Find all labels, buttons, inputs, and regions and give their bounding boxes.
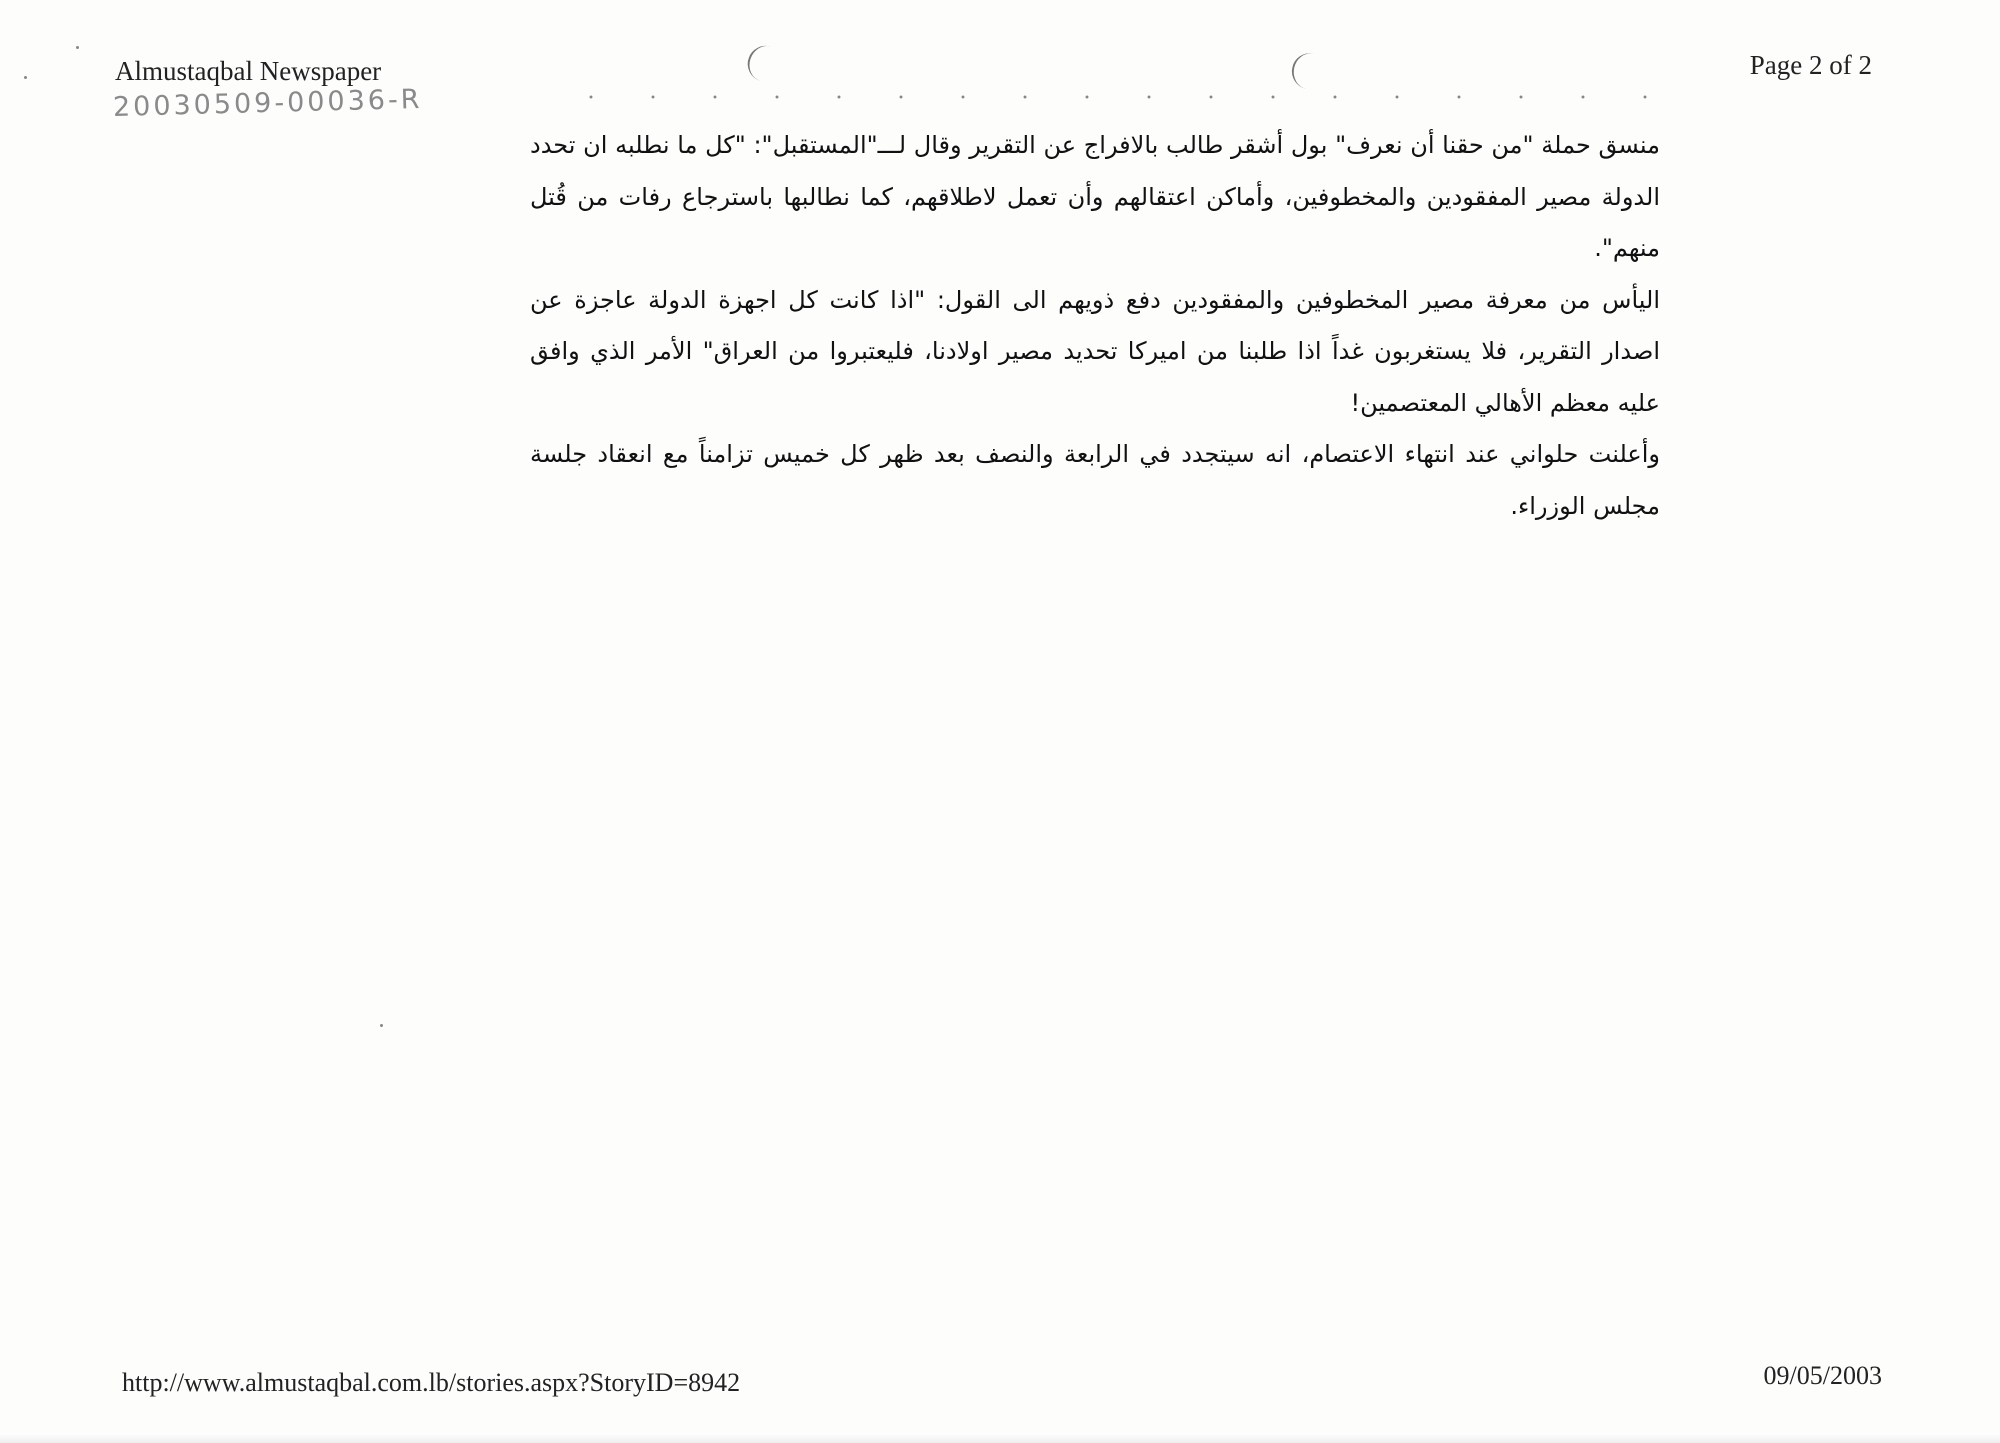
article-paragraph-2: اليأس من معرفة مصير المخطوفين والمفقودين دفع ذويهم الى القول: "اذا كانت كل اجهزة الدولة عاجزة عن اصدار التقرير، فلا يستغربون غداً اذا طلبنا من اميركا تحديد مصير اولادنا، فليعتبروا من العراق" الأمر الذي وافق عليه معظم الأهالي المعتصمين! <box>530 285 1660 417</box>
scan-speck <box>76 46 79 49</box>
page-number: Page 2 of 2 <box>1749 50 1872 80</box>
article-body <box>530 120 1660 532</box>
article-paragraph-1: منسق حملة "من حقنا أن نعرف" بول أشقر طالب بالافراج عن التقرير وقال لـــ"المستقبل": "كل ما نطلبه ان تحدد الدولة مصير المفقودين والمخطوفين، وأماكن اعتقالهم وأن تعمل لاطلاقهم، كما نطالبها باسترجاع رفات من قُتل منهم". <box>530 131 1660 262</box>
scan-hole-mark <box>743 41 777 83</box>
article-paragraph-3: وأعلنت حلواني عند انتهاء الاعتصام، انه سيتجدد في الرابعة والنصف بعد ظهر كل خميس تزامناً مع انعقاد جلسة مجلس الوزراء. <box>530 440 1660 520</box>
handwritten-document-id: 20030509-00036-R <box>112 83 423 123</box>
scan-bottom-edge <box>0 1433 2000 1443</box>
scan-hole-mark <box>1289 50 1320 90</box>
scan-speck <box>380 1024 383 1027</box>
scan-speck <box>24 76 27 79</box>
print-date: 09/05/2003 <box>1763 1361 1882 1390</box>
source-url: http://www.almustaqbal.com.lb/stories.aspx?StoryID=8942 <box>122 1368 741 1397</box>
newspaper-source-title: Almustaqbal Newspaper <box>115 56 382 86</box>
cut-off-text-line <box>560 95 1660 99</box>
